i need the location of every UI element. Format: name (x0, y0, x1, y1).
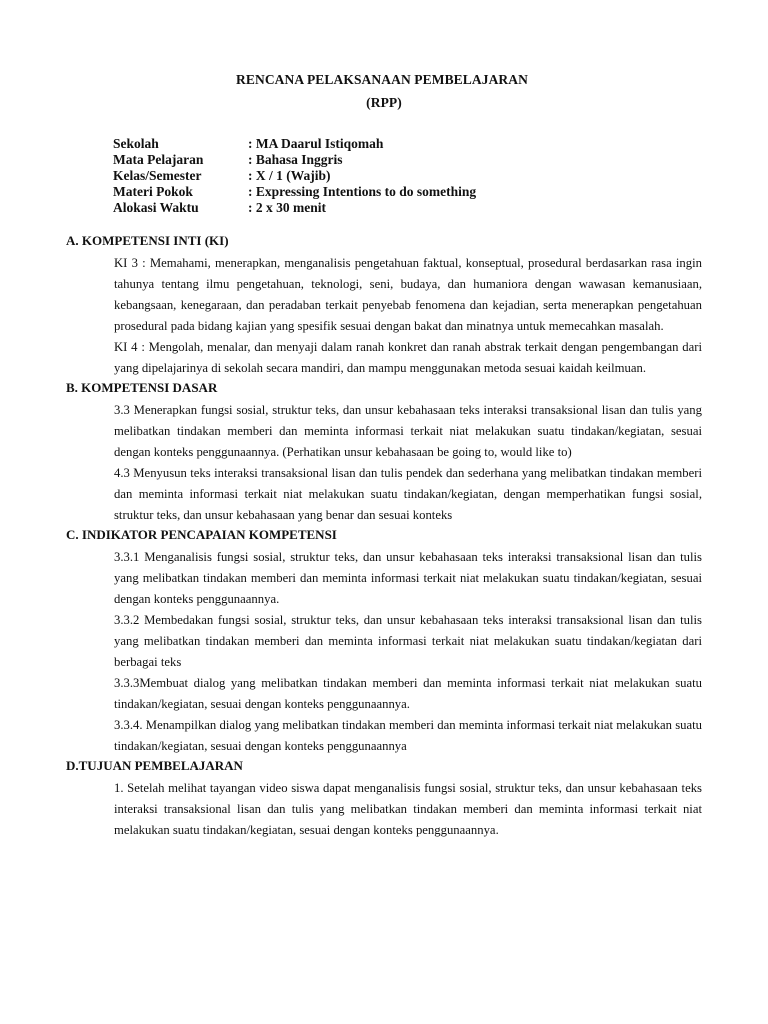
identity-row (113, 152, 476, 168)
section-heading: B. KOMPETENSI DASAR (66, 380, 218, 395)
identity-row (113, 168, 476, 184)
identity-value: : X / 1 (Wajib) (248, 168, 331, 183)
identity-row (113, 200, 476, 216)
identity-label: Alokasi Waktu (113, 200, 199, 215)
identity-label: Mata Pelajaran (113, 152, 204, 167)
section-paragraph: 1. Setelah melihat tayangan video siswa dapat menganalisis fungsi sosial, struktur teks, dan unsur kebahasaan teks interaksi transaksional lisan dan tulis yang melibatkan tindakan memberi dan meminta informasi terkait niat melakukan suatu tindakan/kegiatan, sesuai dengan konteks penggunaannya. (114, 781, 702, 837)
identity-row (113, 184, 476, 200)
document-body (66, 232, 702, 841)
identity-value: : 2 x 30 menit (248, 200, 326, 215)
section-paragraph: KI 3 : Memahami, menerapkan, menganalisis pengetahuan faktual, konseptual, prosedural berdasarkan rasa ingin tahunya tentang ilmu pengetahuan, teknologi, seni, budaya, dan humaniora dengan wawasan kemanusiaan, kebangsaan, kenegaraan, dan peradaban terkait penyebab fenomena dan kejadian, serta menerapkan pengetahuan prosedural pada bidang kajian yang spesifik sesuai dengan bakat dan minatnya untuk memecahkan masalah. (114, 256, 702, 333)
identity-block (113, 136, 476, 216)
identity-label: Kelas/Semester (113, 168, 202, 183)
section-heading: D.TUJUAN PEMBELAJARAN (66, 758, 243, 773)
section-paragraph: 3.3.2 Membedakan fungsi sosial, struktur teks, dan unsur kebahasaan teks interaksi transaksional lisan dan tulis yang melibatkan tindakan memberi dan meminta informasi terkait niat melakukan suatu tindakan/kegiatan dari berbagai teks (114, 613, 702, 669)
document-subtitle: (RPP) (366, 95, 402, 110)
document-title: RENCANA PELAKSANAAN PEMBELAJARAN (236, 72, 528, 87)
section-heading: C. INDIKATOR PENCAPAIAN KOMPETENSI (66, 527, 337, 542)
identity-value: : MA Daarul Istiqomah (248, 136, 384, 151)
section-paragraph: KI 4 : Mengolah, menalar, dan menyaji dalam ranah konkret dan ranah abstrak terkait dengan pengembangan dari yang dipelajarinya di sekolah secara mandiri, dan mampu menggunakan metoda sesuai kaidah keilmuan. (114, 340, 702, 375)
section-paragraph: 4.3 Menyusun teks interaksi transaksional lisan dan tulis pendek dan sederhana yang melibatkan tindakan memberi dan meminta informasi terkait niat melakukan suatu tindakan/kegiatan, dengan memperhatikan fungsi sosial, struktur teks, dan unsur kebahasaan yang benar dan sesuai konteks (114, 466, 702, 522)
section-heading: A. KOMPETENSI INTI (KI) (66, 233, 229, 248)
section-paragraph: 3.3.3Membuat dialog yang melibatkan tindakan memberi dan meminta informasi terkait niat melakukan suatu tindakan/kegiatan, sesuai dengan konteks penggunaannya. (114, 676, 702, 711)
identity-label: Sekolah (113, 136, 159, 151)
identity-value: : Expressing Intentions to do something (248, 184, 477, 199)
section-paragraph: 3.3.4. Menampilkan dialog yang melibatkan tindakan memberi dan meminta informasi terkait niat melakukan suatu tindakan/kegiatan, sesuai dengan konteks penggunaannya (114, 718, 702, 753)
section-paragraph: 3.3.1 Menganalisis fungsi sosial, struktur teks, dan unsur kebahasaan teks interaksi transaksional lisan dan tulis yang melibatkan tindakan memberi dan meminta informasi terkait niat melakukan suatu tindakan/kegiatan, sesuai dengan konteks penggunaannya. (114, 550, 702, 606)
identity-row (113, 136, 476, 152)
identity-label: Materi Pokok (113, 184, 193, 199)
identity-value: : Bahasa Inggris (248, 152, 343, 167)
section-paragraph: 3.3 Menerapkan fungsi sosial, struktur teks, dan unsur kebahasaan teks interaksi transaksional lisan dan tulis yang melibatkan tindakan memberi dan meminta informasi terkait niat melakukan suatu tindakan/kegiatan, sesuai dengan konteks penggunaannya. (Perhatikan unsur kebahasaan be going to, would like to) (114, 403, 702, 459)
